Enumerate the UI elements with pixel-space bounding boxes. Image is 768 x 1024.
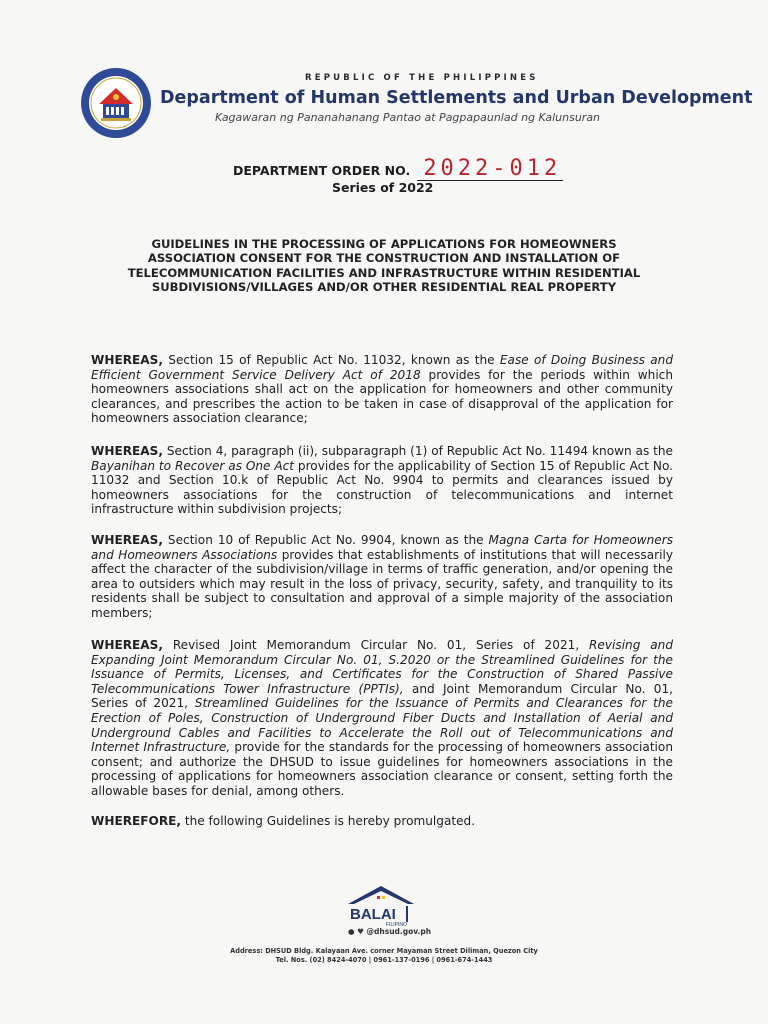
paragraph-text: provides for the periods within which homeowners associations shall act on the application for homeowners and other community clearances, and prescribes the action to be taken in case of disapproval of the application for homeowners association clearance; <box>91 367 673 426</box>
circular-title: Revising and Expanding Joint Memorandum Circular No. 01, S.2020 or the Streamlined Guidelines for the Issuance of Permits, Licenses, and Certificates for the Construction of Shared Passive Telecommunications Tower Infrastructure (PPTIs), <box>91 638 673 696</box>
republic-heading: REPUBLIC OF THE PHILIPPINES <box>305 73 539 83</box>
paragraph-text: Section 15 of Republic Act No. 11032, known as the <box>162 353 500 367</box>
footer-address-block <box>184 947 584 965</box>
whereas-paragraph-4 <box>91 638 673 799</box>
act-title: Bayanihan to Recover as One Act <box>91 458 295 473</box>
balai-logo-text: BALAI <box>350 906 396 923</box>
department-name-tagalog: Kagawaran ng Pananahanang Pantao at Pagpapaunlad ng Kalunsuran <box>215 111 601 124</box>
paragraph-lead: WHEREAS, <box>91 638 163 652</box>
order-series: Series of 2022 <box>332 180 434 195</box>
social-handles <box>348 927 431 936</box>
balai-house-icon <box>342 884 420 928</box>
footer-address: Address: DHSUD Bldg. Kalayaan Ave. corner Mayaman Street Diliman, Quezon City <box>230 947 538 955</box>
paragraph-text: the following Guidelines is hereby promulgated. <box>181 814 476 828</box>
order-label: DEPARTMENT ORDER NO. <box>233 163 411 178</box>
whereas-paragraph-2 <box>91 444 673 517</box>
facebook-icon: ● <box>348 927 355 936</box>
paragraph-text: provides that establishments of institutions that will necessarily affect the character of the subdivision/village in terms of traffic generation, and/or opening the area to outsiders which may result in the loss of privacy, security, safety, and tranquility to its residents shall be subject to consultation and approval of a simple majority of the association members; <box>91 547 673 620</box>
dhsud-seal-icon <box>79 66 153 140</box>
whereas-paragraph-1 <box>91 353 673 426</box>
paragraph-text: Section 4, paragraph (ii), subparagraph (1) of Republic Act No. 11494 known as the <box>162 444 673 458</box>
social-handle: @dhsud.gov.ph <box>366 927 432 936</box>
order-title: GUIDELINES IN THE PROCESSING OF APPLICATIONS FOR HOMEOWNERS ASSOCIATION CONSENT FOR THE CONSTRUCTION AND INSTALLATION OF TELECOMMUNICATION FACILITIES AND INFRASTRUCTURE WITHIN RESIDENTIAL SUBDIVISIONS/VILLAGES AND/OR OTHER RESIDENTIAL REAL PROPERTY <box>127 237 641 294</box>
paragraph-lead: WHEREAS, <box>91 533 163 547</box>
act-title: Ease of Doing Business and Efficient Government Service Delivery Act of 2018 <box>91 353 674 382</box>
paragraph-lead: WHEREFORE, <box>91 814 182 828</box>
paragraph-text: and Joint Memorandum Circular No. 01, Series of 2021, <box>91 681 674 711</box>
act-title: Magna Carta for Homeowners and Homeowners Associations <box>91 533 673 562</box>
paragraph-text: provides for the applicability of Section 15 of Republic Act No. 11032 and Section 10.k of Republic Act No. 9904 to permits and clearances issued by homeowners associations for the construction of telecommunications and internet infrastructure within subdivision projects; <box>91 458 673 517</box>
department-name: Department of Human Settlements and Urban Development <box>160 88 753 108</box>
paragraph-lead: WHEREAS, <box>91 353 163 367</box>
paragraph-text: provide for the standards for the processing of homeowners association consent; and authorize the DHSUD to issue guidelines for homeowners associations in the processing of applications for homeowners association clearance or consent, setting forth the allowable bases for denial, among others. <box>91 740 673 798</box>
balai-logo-subtext: FILIPINO <box>386 922 407 928</box>
order-number-line <box>233 158 563 181</box>
wherefore-paragraph <box>91 814 673 829</box>
paragraph-text: Section 10 of Republic Act No. 9904, known as the <box>162 533 489 547</box>
paragraph-lead: WHEREAS, <box>91 444 163 458</box>
footer-phones: Tel. Nos. (02) 8424-4070 | 0961-137-0196 | 0961-674-1443 <box>275 956 493 964</box>
order-number: 2022-012 <box>417 158 563 181</box>
twitter-icon: ♥ <box>357 927 364 936</box>
whereas-paragraph-3 <box>91 533 673 621</box>
circular-title: Streamlined Guidelines for the Issuance of Permits and Clearances for the Erection of Poles, Construction of Underground Fiber Ducts and Installation of Aerial and Underground Cables and Facilities to Accelerate the Roll out of Telecommunications and Internet Infrastructure, <box>91 696 673 755</box>
paragraph-text: Revised Joint Memorandum Circular No. 01, Series of 2021, <box>162 638 590 652</box>
